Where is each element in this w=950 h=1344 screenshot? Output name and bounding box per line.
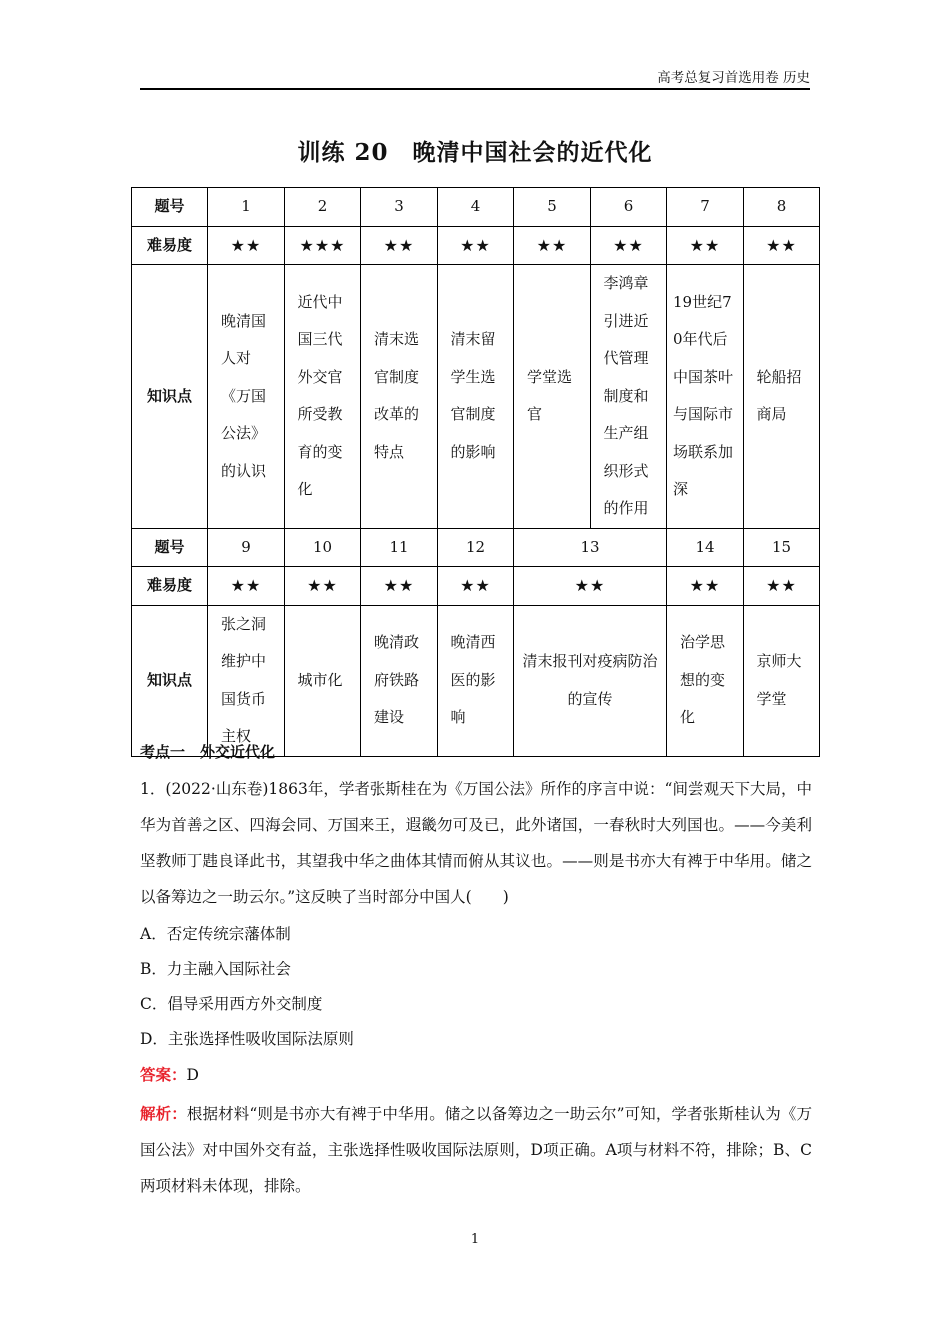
- table-row-difficulty-1: [132, 226, 820, 265]
- analysis-text: 根据材料“则是书亦大有裨于中华用。储之以备筹边之一助云尔”可知，学者张斯桂认为《万国公法》对中国外交有益，主张选择性吸收国际法原则，D项正确。A项与材料不符，排除；B、C两项材料未体现，排除。: [140, 1105, 812, 1195]
- label-qno: 题号: [132, 188, 208, 227]
- qno-cell: 14: [667, 528, 744, 567]
- qno-cell: 13: [514, 528, 667, 567]
- option-a: A．否定传统宗藩体制: [140, 925, 291, 943]
- knowledge-cell: [285, 605, 361, 756]
- qno-cell: 8: [744, 188, 820, 227]
- difficulty-stars: ★★: [667, 226, 744, 265]
- table-row-knowledge-2: [132, 605, 820, 756]
- qno-cell: 3: [361, 188, 438, 227]
- table-row-qno-2: [132, 528, 820, 567]
- knowledge-cell: [514, 605, 667, 756]
- qno-cell: 1: [208, 188, 285, 227]
- difficulty-stars: ★★: [361, 226, 438, 265]
- qno-cell: 12: [438, 528, 514, 567]
- difficulty-stars: ★★: [744, 226, 820, 265]
- knowledge-text: 近代中国三代外交官所受教育的变化: [297, 292, 343, 499]
- qno-cell: 11: [361, 528, 438, 567]
- question-number: 1．: [140, 780, 166, 798]
- knowledge-text: 学堂选官: [527, 367, 573, 424]
- label-knowledge: 知识点: [132, 605, 208, 756]
- knowledge-table: [131, 187, 820, 757]
- qno-cell: 4: [438, 188, 514, 227]
- knowledge-cell: [591, 265, 667, 529]
- knowledge-cell: [438, 265, 514, 529]
- knowledge-text: 晚清政府铁路建设: [374, 633, 420, 727]
- page-header: [140, 66, 810, 90]
- qno-cell: 5: [514, 188, 591, 227]
- answer: [140, 1063, 199, 1085]
- label-difficulty: 难易度: [132, 226, 208, 265]
- knowledge-text: 19世纪70年代后中国茶叶与国际市场联系加深: [673, 292, 734, 499]
- knowledge-cell: [667, 605, 744, 756]
- label-qno: 题号: [132, 528, 208, 567]
- knowledge-text: 轮船招商局: [756, 367, 802, 424]
- difficulty-stars: ★★: [744, 567, 820, 606]
- qno-cell: 9: [208, 528, 285, 567]
- option-b: B．力主融入国际社会: [140, 960, 291, 978]
- qno-cell: 10: [285, 528, 361, 567]
- difficulty-stars: ★★: [438, 567, 514, 606]
- answer-value: D: [186, 1066, 199, 1084]
- knowledge-text: 张之洞维护中国货币主权: [221, 614, 267, 745]
- knowledge-text: 清末留学生选官制度的影响: [450, 330, 496, 461]
- page-title: 训练 20 晚清中国社会的近代化: [297, 139, 653, 166]
- knowledge-text: 治学思想的变化: [680, 633, 726, 727]
- question-1: [140, 771, 812, 915]
- knowledge-text: 李鸿章引进近代管理制度和生产组织形式的作用: [603, 274, 649, 517]
- table-row-knowledge-1: [132, 265, 820, 529]
- table-row-difficulty-2: [132, 567, 820, 606]
- knowledge-cell: [514, 265, 591, 529]
- knowledge-text: 晚清西医的影响: [450, 633, 496, 727]
- option-c: C．倡导采用西方外交制度: [140, 995, 323, 1013]
- question-source: (2022·山东卷): [165, 780, 269, 798]
- knowledge-cell: [208, 265, 285, 529]
- knowledge-cell: [438, 605, 514, 756]
- knowledge-text: 京师大学堂: [756, 652, 802, 708]
- difficulty-stars: ★★: [361, 567, 438, 606]
- knowledge-cell: [285, 265, 361, 529]
- qno-cell: 7: [667, 188, 744, 227]
- analysis-label: 解析：: [140, 1104, 187, 1123]
- knowledge-cell: [208, 605, 285, 756]
- label-knowledge: 知识点: [132, 265, 208, 529]
- answer-label: 答案：: [140, 1065, 187, 1084]
- knowledge-text: 城市化: [297, 670, 343, 689]
- difficulty-stars: ★★: [438, 226, 514, 265]
- header-text: 高考总复习首选用卷 历史: [657, 70, 810, 86]
- difficulty-stars: ★★: [591, 226, 667, 265]
- analysis: [140, 1096, 812, 1204]
- difficulty-stars: ★★: [285, 567, 361, 606]
- question-text: 1863年，学者张斯桂在为《万国公法》所作的序言中说：“间尝观天下大局，中华为首善之区、四海会同、万国来王，遐畿勿可及已，此外诸国，一春秋时大列国也。——今美利坚教师丁韪良译此书，其望我中华之曲体其情而俯从其议也。——则是书亦大有裨于中华用。储之以备筹边之一助云尔。”这反映了当时部分中国人( ): [140, 780, 813, 906]
- knowledge-cell: [744, 605, 820, 756]
- difficulty-stars: ★★: [667, 567, 744, 606]
- knowledge-text: 清末选官制度改革的特点: [374, 330, 420, 461]
- qno-cell: 15: [744, 528, 820, 567]
- difficulty-stars: ★★: [514, 226, 591, 265]
- qno-cell: 6: [591, 188, 667, 227]
- knowledge-cell: [361, 265, 438, 529]
- section-title: 考点一 外交近代化: [140, 743, 276, 761]
- qno-cell: 2: [285, 188, 361, 227]
- difficulty-stars: ★★: [514, 567, 667, 606]
- knowledge-text: 清末报刊对疫病防治的宣传: [522, 652, 658, 708]
- knowledge-cell: [744, 265, 820, 529]
- difficulty-stars: ★★★: [285, 226, 361, 265]
- table-row-qno-1: [132, 188, 820, 227]
- difficulty-stars: ★★: [208, 226, 285, 265]
- difficulty-stars: ★★: [208, 567, 285, 606]
- knowledge-cell: [361, 605, 438, 756]
- knowledge-text: 晚清国人对《万国公法》的认识: [221, 311, 267, 480]
- page-number: 1: [470, 1232, 480, 1247]
- knowledge-cell: [667, 265, 744, 529]
- option-d: D．主张选择性吸收国际法原则: [140, 1030, 354, 1048]
- label-difficulty: 难易度: [132, 567, 208, 606]
